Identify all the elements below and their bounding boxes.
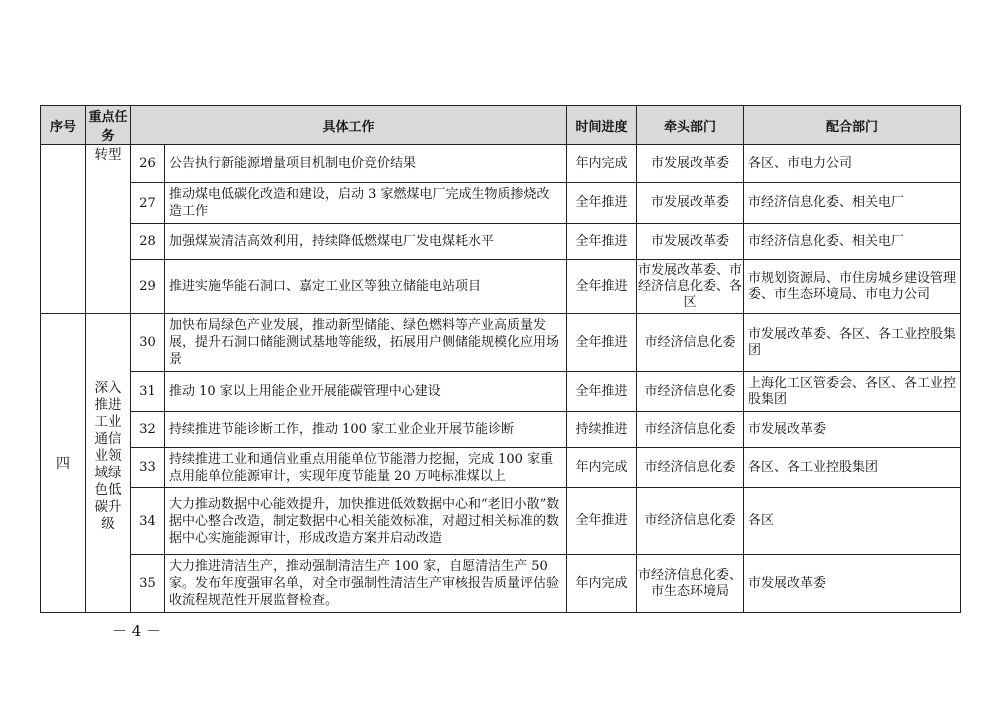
time-cell: 全年推进 [567, 488, 637, 555]
table-row [41, 555, 961, 613]
time-cell: 年内完成 [567, 448, 637, 488]
time-cell: 全年推进 [567, 183, 637, 224]
row-number: 27 [131, 183, 165, 224]
table-row [41, 314, 961, 372]
task-cell [86, 314, 131, 613]
row-number: 34 [131, 488, 165, 555]
row-number: 28 [131, 224, 165, 260]
lead-cell: 市发展改革委 [637, 224, 744, 260]
coop-cell: 市发展改革委 [744, 412, 961, 448]
work-cell: 推进实施华能石洞口、嘉定工业区等独立储能电站项目 [165, 260, 567, 314]
coop-cell: 市规划资源局、市住房城乡建设管理委、市生态环境局、市电力公司 [744, 260, 961, 314]
work-cell: 大力推动数据中心能效提升，加快推进低效数据中心和“老旧小散”数据中心整合改造，制定数据中心相关能效标准，对超过相关标准的数据中心实施能源审计，形成改造方案并启动改造 [165, 488, 567, 555]
table-row [41, 145, 961, 183]
work-cell: 持续推进工业和通信业重点用能单位节能潜力挖掘，完成 100 家重点用能单位能源审计，实现年度节能量 20 万吨标准煤以上 [165, 448, 567, 488]
time-cell: 持续推进 [567, 412, 637, 448]
work-cell: 加快布局绿色产业发展，推动新型储能、绿色燃料等产业高质量发展，提升石洞口储能测试基地等能级，拓展用户侧储能规模化应用场景 [165, 314, 567, 372]
time-cell: 全年推进 [567, 372, 637, 412]
header-coop: 配合部门 [744, 106, 961, 145]
work-cell: 加强煤炭清洁高效利用，持续降低燃煤电厂发电煤耗水平 [165, 224, 567, 260]
table-row [41, 488, 961, 555]
row-number: 26 [131, 145, 165, 183]
seq-cell: 四 [41, 314, 86, 613]
lead-cell: 市经济信息化委 [637, 412, 744, 448]
coop-cell: 市经济信息化委、相关电厂 [744, 183, 961, 224]
work-cell: 推动 10 家以上用能企业开展能碳管理中心建设 [165, 372, 567, 412]
coop-cell: 各区、各工业控股集团 [744, 448, 961, 488]
work-cell: 持续推进节能诊断工作，推动 100 家工业企业开展节能诊断 [165, 412, 567, 448]
work-cell: 公告执行新能源增量项目机制电价竞价结果 [165, 145, 567, 183]
time-cell: 全年推进 [567, 314, 637, 372]
lead-cell: 市发展改革委 [637, 145, 744, 183]
time-cell: 年内完成 [567, 555, 637, 613]
header-seq: 序号 [41, 106, 86, 145]
work-cell: 大力推进清洁生产，推动强制清洁生产 100 家，自愿清洁生产 50 家。发布年度强审名单，对全市强制性清洁生产审核报告质量评估验收流程规范性开展监督检查。 [165, 555, 567, 613]
lead-cell: 市经济信息化委 [637, 448, 744, 488]
lead-cell: 市经济信息化委、市生态环境局 [637, 555, 744, 613]
page-number: － 4 － [112, 622, 162, 640]
table-row [41, 372, 961, 412]
lead-cell: 市经济信息化委 [637, 372, 744, 412]
lead-cell: 市发展改革委、市经济信息化委、各区 [637, 260, 744, 314]
task-cell: 转型 [86, 145, 131, 314]
row-number: 31 [131, 372, 165, 412]
header-work: 具体工作 [131, 106, 567, 145]
table-row [41, 224, 961, 260]
row-number: 35 [131, 555, 165, 613]
work-plan-table [40, 105, 961, 613]
header-task: 重点任务 [86, 106, 131, 145]
coop-cell: 市经济信息化委、相关电厂 [744, 224, 961, 260]
row-number: 33 [131, 448, 165, 488]
coop-cell: 各区、市电力公司 [744, 145, 961, 183]
coop-cell: 市发展改革委 [744, 555, 961, 613]
coop-cell: 各区 [744, 488, 961, 555]
work-cell: 推动煤电低碳化改造和建设，启动 3 家燃煤电厂完成生物质掺烧改造工作 [165, 183, 567, 224]
time-cell: 全年推进 [567, 260, 637, 314]
lead-cell: 市发展改革委 [637, 183, 744, 224]
lead-cell: 市经济信息化委 [637, 314, 744, 372]
row-number: 30 [131, 314, 165, 372]
table-row [41, 412, 961, 448]
time-cell: 全年推进 [567, 224, 637, 260]
lead-cell: 市经济信息化委 [637, 488, 744, 555]
coop-cell: 市发展改革委、各区、各工业控股集团 [744, 314, 961, 372]
row-number: 32 [131, 412, 165, 448]
header-lead: 牵头部门 [637, 106, 744, 145]
table-row [41, 260, 961, 314]
task-label: 深入推进工业通信业领域绿色低碳升级 [94, 380, 122, 532]
time-cell: 年内完成 [567, 145, 637, 183]
table-header-row [41, 106, 961, 145]
table-row [41, 183, 961, 224]
seq-cell-empty [41, 145, 86, 314]
row-number: 29 [131, 260, 165, 314]
table-row [41, 448, 961, 488]
header-time: 时间进度 [567, 106, 637, 145]
coop-cell: 上海化工区管委会、各区、各工业控股集团 [744, 372, 961, 412]
